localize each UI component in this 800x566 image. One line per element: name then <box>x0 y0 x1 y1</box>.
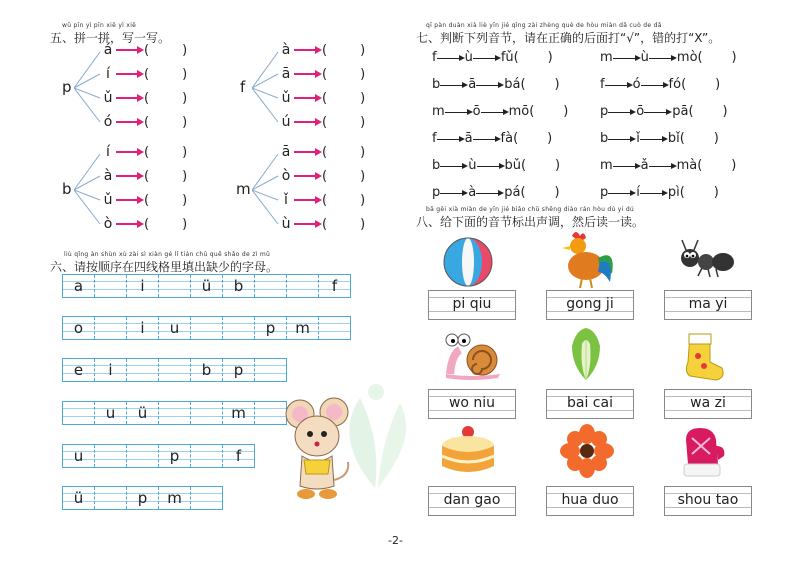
judge-column-right <box>600 44 737 206</box>
arrow-icon <box>473 53 501 63</box>
spell-row: ā ( ) <box>281 144 366 160</box>
arrow-icon <box>445 107 473 117</box>
arrow-icon <box>116 219 144 229</box>
flower-icon <box>560 424 614 478</box>
fan-lines-icon <box>74 150 102 230</box>
initial-m: m <box>236 180 251 198</box>
arrow-icon <box>605 80 633 90</box>
arrow-icon <box>481 107 509 117</box>
spell-row: à ( ) <box>103 168 188 184</box>
arrow-icon <box>613 53 641 63</box>
spell-row: à ( ) <box>281 42 366 58</box>
arrow-icon <box>116 69 144 79</box>
pinyin-box[interactable]: wo niu <box>428 389 516 419</box>
arrow-icon <box>608 134 636 144</box>
page-number: -2- <box>388 534 403 547</box>
pinyin-box[interactable]: ma yi <box>664 290 752 320</box>
arrow-icon <box>477 161 505 171</box>
arrow-icon <box>613 161 641 171</box>
sock-icon <box>680 332 726 382</box>
cabbage-icon <box>566 326 606 382</box>
arrow-icon <box>608 188 636 198</box>
arrow-icon <box>640 188 668 198</box>
section6-pinyin: liù qǐng àn shùn xù zài sì xiàn gé lǐ tián chū quē shǎo de zì mǔ <box>64 251 271 258</box>
pinyin-box[interactable]: dan gao <box>428 486 516 516</box>
judge-row: b ù bǔ ( ) <box>432 158 561 173</box>
initial-f: f <box>240 78 246 96</box>
arrow-icon <box>116 93 144 103</box>
arrow-icon <box>116 45 144 55</box>
arrow-icon <box>116 171 144 181</box>
section8-title: 八、给下面的音节标出声调，然后读一读。 <box>416 215 645 229</box>
arrow-icon <box>116 117 144 127</box>
judge-row: b ā bá ( ) <box>432 77 560 92</box>
judge-row: m ǎ mà ( ) <box>600 158 737 173</box>
arrow-icon <box>640 134 668 144</box>
glove-icon <box>680 424 728 480</box>
judge-row: m ō mō ( ) <box>432 104 569 119</box>
judge-row: f ó fó ( ) <box>600 77 721 92</box>
spell-row: ù ( ) <box>281 216 366 232</box>
arrow-icon <box>116 195 144 205</box>
letter-grid-row: ü p m <box>62 486 223 510</box>
spell-row: ó ( ) <box>103 114 188 130</box>
initial-p: p <box>62 78 72 96</box>
spell-row: ā ( ) <box>281 66 366 82</box>
section8-pinyin: bā gěi xià miàn de yīn jié biāo chū shēng diào rán hòu dú yi dú <box>426 206 635 213</box>
judge-row: b ǐ bǐ ( ) <box>600 131 719 146</box>
arrow-icon <box>649 161 677 171</box>
letter-grid-row: o i u p m <box>62 316 351 340</box>
spell-row: í ( ) <box>106 144 188 160</box>
letter-grid-row: a i ü b f <box>62 274 351 298</box>
fan-lines-icon <box>74 48 102 128</box>
spell-row: í ( ) <box>106 66 188 82</box>
pinyin-box[interactable]: wa zi <box>664 389 752 419</box>
arrow-icon <box>437 134 465 144</box>
arrow-icon <box>294 45 322 55</box>
judge-row: m ù mò ( ) <box>600 50 737 65</box>
spell-row: á ( ) <box>103 42 188 58</box>
ant-icon <box>676 238 736 278</box>
mouse-mascot-icon <box>282 396 352 504</box>
pinyin-box[interactable]: hua duo <box>546 486 634 516</box>
rooster-icon <box>552 228 618 290</box>
ball-icon <box>440 236 496 288</box>
arrow-icon <box>649 53 677 63</box>
arrow-icon <box>476 188 504 198</box>
arrow-icon <box>294 147 322 157</box>
arrow-icon <box>294 69 322 79</box>
letter-grid-row: u p f <box>62 444 255 468</box>
arrow-icon <box>440 80 468 90</box>
spell-row: ú ( ) <box>281 114 366 130</box>
section5-pinyin: wǔ pīn yì pīn xiě yì xiě <box>62 22 137 29</box>
snail-icon <box>440 330 504 382</box>
spell-row: ò ( ) <box>103 216 188 232</box>
judge-row: f ù fǔ ( ) <box>432 50 553 65</box>
pinyin-box[interactable]: pi qiu <box>428 290 516 320</box>
judge-row: p à pá ( ) <box>432 185 560 200</box>
spell-row: ǔ ( ) <box>103 90 188 106</box>
cake-icon <box>438 424 498 478</box>
letter-grid-row: e i b p <box>62 358 287 382</box>
arrow-icon <box>608 107 636 117</box>
letter-grid-row: u ü m <box>62 401 287 425</box>
arrow-icon <box>294 93 322 103</box>
arrow-icon <box>440 161 468 171</box>
spell-row: ò ( ) <box>281 168 366 184</box>
pinyin-box[interactable]: bai cai <box>546 389 634 419</box>
arrow-icon <box>294 195 322 205</box>
arrow-icon <box>116 147 144 157</box>
arrow-icon <box>473 134 501 144</box>
judge-row: p ō pā ( ) <box>600 104 728 119</box>
section5-title: 五、拼一拼，写一写。 <box>50 31 171 45</box>
section6-title: 六、请按顺序在四线格里填出缺少的字母。 <box>50 260 279 274</box>
fan-lines-icon <box>252 150 280 230</box>
judge-column-left <box>432 44 568 206</box>
pinyin-box[interactable]: shou tao <box>664 486 752 516</box>
pinyin-box[interactable]: gong ji <box>546 290 634 320</box>
spell-row: ǔ ( ) <box>103 192 188 208</box>
section7-title: 七、判断下列音节，请在正确的后面打“√”，错的打“X”。 <box>416 31 721 45</box>
arrow-icon <box>440 188 468 198</box>
arrow-icon <box>476 80 504 90</box>
spell-row: ǐ ( ) <box>284 192 366 208</box>
arrow-icon <box>641 80 669 90</box>
arrow-icon <box>294 171 322 181</box>
fan-lines-icon <box>252 48 280 128</box>
arrow-icon <box>644 107 672 117</box>
arrow-icon <box>294 117 322 127</box>
section7-pinyin: qī pàn duàn xià liè yīn jié qǐng zài zhèng què de hòu miàn dǎ cuò de dǎ <box>426 22 662 29</box>
arrow-icon <box>437 53 465 63</box>
judge-row: p í pì ( ) <box>600 185 719 200</box>
arrow-icon <box>294 219 322 229</box>
judge-row: f ā fà ( ) <box>432 131 553 146</box>
initial-b: b <box>62 180 72 198</box>
spell-row: ǔ ( ) <box>281 90 366 106</box>
